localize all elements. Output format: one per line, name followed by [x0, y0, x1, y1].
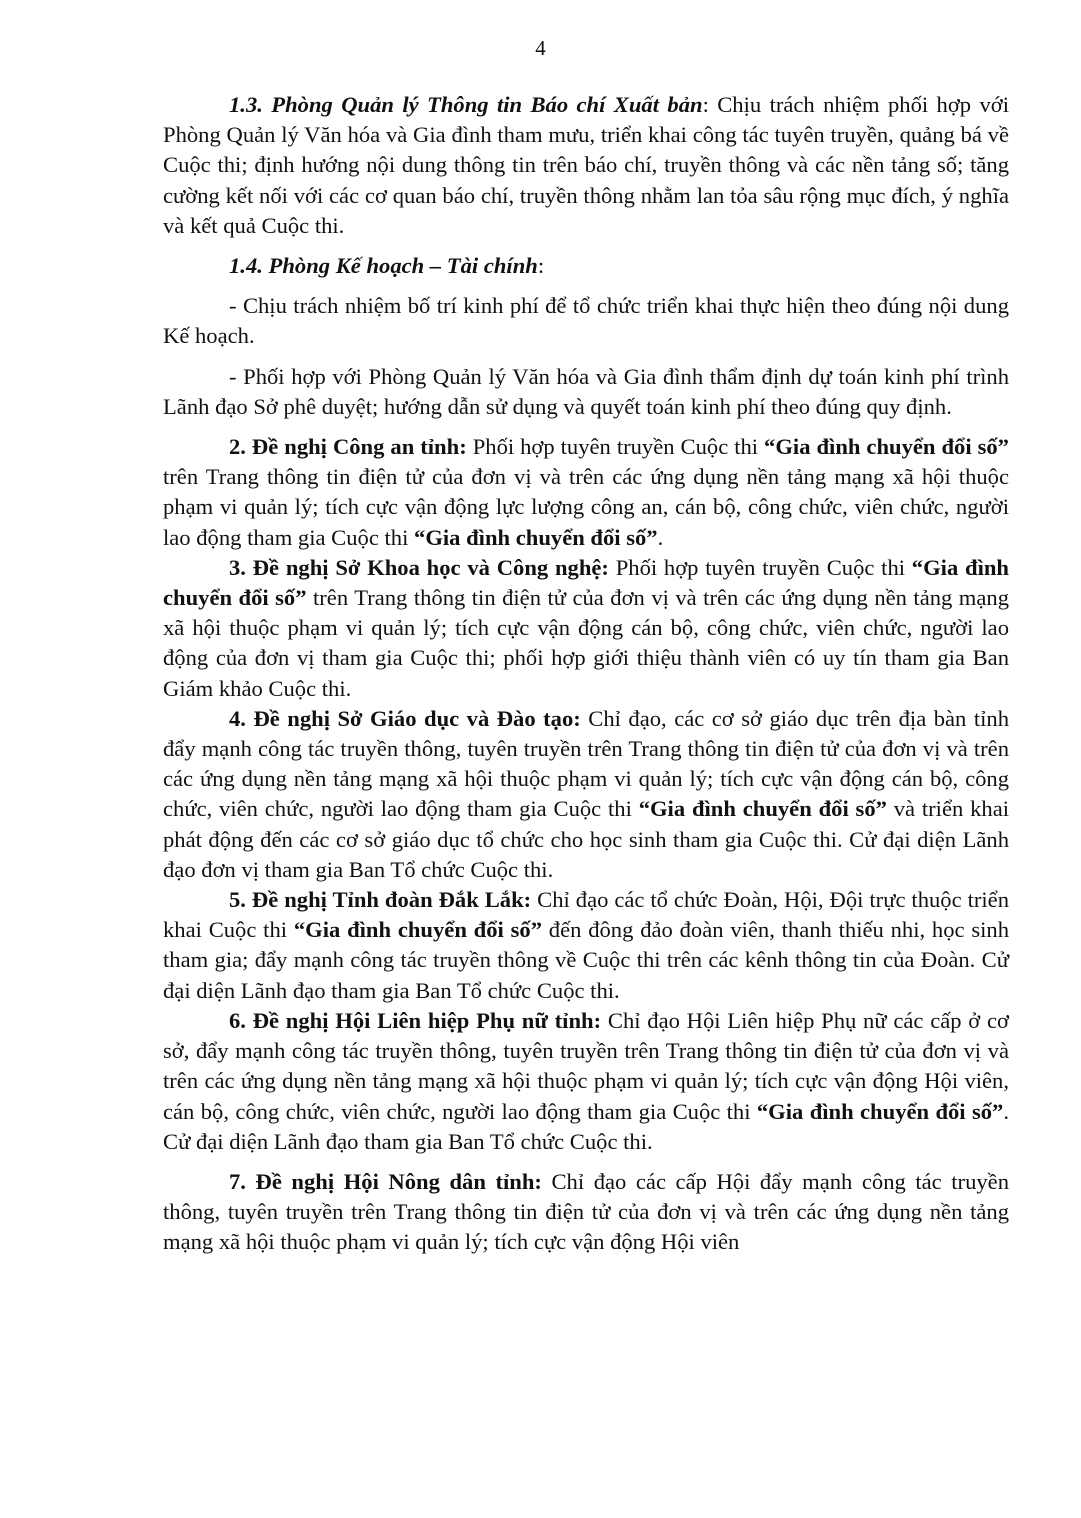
paragraph-text: Phối hợp tuyên truyền Cuộc thi — [466, 434, 765, 460]
paragraph-text: Phối hợp tuyên truyền Cuộc thi — [608, 554, 912, 580]
paragraph-text: : — [537, 253, 545, 279]
section-heading: 4. Đề nghị Sở Giáo dục và Đào tạo: — [229, 705, 581, 731]
page-number: 4 — [535, 36, 546, 60]
paragraph-3 — [163, 553, 1009, 704]
section-heading: 6. Đề nghị Hội Liên hiệp Phụ nữ tỉnh: — [229, 1007, 602, 1033]
paragraph-2 — [163, 432, 1009, 553]
paragraph-1-4-item-a — [163, 291, 1009, 351]
section-heading: 7. Đề nghị Hội Nông dân tỉnh: — [229, 1168, 542, 1194]
paragraph-1-4 — [163, 251, 1009, 281]
paragraph-4 — [163, 704, 1009, 885]
paragraph-text: Chỉ đạo Hội Liên hiệp Phụ nữ các cấp ở cơ sở, đẩy mạnh công tác truyền thông, tuyên truyền trên Trang thông tin điện tử của đơn vị và trên các ứng dụng nền tảng mạng xã hội thuộc phạm vi quản lý; tích cực vận động Hội viên, cán bộ, công chức, viên chức, người lao động tham gia Cuộc thi — [163, 1007, 1009, 1124]
contest-name: “Gia đình chuyển đổi số” — [293, 917, 542, 943]
contest-name: “Gia đình chuyển đổi số” — [638, 796, 887, 822]
paragraph-text: - Phối hợp với Phòng Quản lý Văn hóa và Gia đình thẩm định dự toán kinh phí trình Lãnh đạo Sở phê duyệt; hướng dẫn sử dụng và quyết toán kinh phí theo đúng quy định. — [163, 363, 1009, 419]
paragraph-text: : Chịu trách nhiệm phối hợp với Phòng Quản lý Văn hóa và Gia đình tham mưu, triển khai công tác tuyên truyền, quảng bá về Cuộc thi; định hướng nội dung thông tin trên báo chí, truyền thông và các nền tảng số; tăng cường kết nối với các cơ quan báo chí, truyền thông nhằm lan tỏa sâu rộng mục đích, ý nghĩa và kết quả Cuộc thi. — [163, 92, 1009, 238]
paragraph-1-3 — [163, 90, 1009, 241]
paragraph-text: và triển khai phát động đến các cơ sở giáo dục tổ chức cho học sinh tham gia Cuộc thi. Cử đại diện Lãnh đạo đơn vị tham gia Ban Tổ chức Cuộc thi. — [163, 796, 1009, 882]
paragraph-text: trên Trang thông tin điện tử của đơn vị và trên các ứng dụng nền tảng mạng xã hội thuộc phạm vi quản lý; tích cực vận động cán bộ, công chức, viên chức, người lao động của đơn vị tham gia Cuộc thi; phối hợp giới thiệu thành viên có uy tín tham gia Ban Giám khảo Cuộc thi. — [163, 585, 1009, 701]
contest-name: “Gia đình chuyển đổi số” — [764, 434, 1009, 460]
contest-name: “Gia đình chuyển đổi số” — [163, 554, 1009, 611]
paragraph-1-4-item-b — [163, 362, 1009, 422]
paragraph-text: - Chịu trách nhiệm bố trí kinh phí để tổ chức triển khai thực hiện theo đúng nội dung Kế hoạch. — [163, 293, 1009, 349]
paragraph-text: Chỉ đạo các cấp Hội đẩy mạnh công tác truyền thông, tuyên truyền trên Trang thông tin điện tử của đơn vị và trên các ứng dụng nền tảng mạng xã hội thuộc phạm vi quản lý; tích cực vận động Hội viên — [163, 1168, 1009, 1255]
paragraph-text: Chỉ đạo các tổ chức Đoàn, Hội, Đội trực thuộc triển khai Cuộc thi — [163, 887, 1009, 943]
contest-name: “Gia đình chuyển đổi số” — [414, 524, 658, 550]
paragraph-text: Chỉ đạo, các cơ sở giáo dục trên địa bàn tỉnh đẩy mạnh công tác truyền thông, tuyên truyền trên Trang thông tin điện tử của đơn vị và trên các ứng dụng nền tảng mạng xã hội thuộc phạm vi quản lý; tích cực vận động cán bộ, công chức, viên chức, người lao động tham gia Cuộc thi — [163, 705, 1009, 822]
paragraph-text: trên Trang thông tin điện tử của đơn vị và trên các ứng dụng nền tảng mạng xã hội thuộc phạm vi quản lý; tích cực vận động lực lượng công an, cán bộ, công chức, viên chức, người lao động tham gia Cuộc thi — [163, 464, 1009, 550]
document-body — [163, 90, 1009, 1258]
section-heading: 1.4. Phòng Kế hoạch – Tài chính — [229, 253, 538, 279]
paragraph-text: . Cử đại diện Lãnh đạo tham gia Ban Tổ chức Cuộc thi. — [163, 1098, 1009, 1154]
paragraph-6 — [163, 1006, 1009, 1157]
paragraph-text: . — [657, 524, 664, 550]
paragraph-text: đến đông đảo đoàn viên, thanh thiếu nhi, học sinh tham gia; đẩy mạnh công tác truyền thông về Cuộc thi trên các kênh thông tin của Đoàn. Cử đại diện Lãnh đạo tham gia Ban Tổ chức Cuộc thi. — [163, 917, 1010, 1003]
section-heading: 2. Đề nghị Công an tỉnh: — [229, 434, 467, 460]
section-heading: 3. Đề nghị Sở Khoa học và Công nghệ: — [229, 554, 609, 580]
section-heading: 1.3. Phòng Quản lý Thông tin Báo chí Xuất bản — [229, 92, 703, 117]
paragraph-5 — [163, 885, 1009, 1006]
contest-name: “Gia đình chuyển đổi số” — [756, 1098, 1004, 1124]
paragraph-7 — [163, 1167, 1009, 1258]
section-heading: 5. Đề nghị Tỉnh đoàn Đắk Lắk: — [229, 887, 532, 913]
